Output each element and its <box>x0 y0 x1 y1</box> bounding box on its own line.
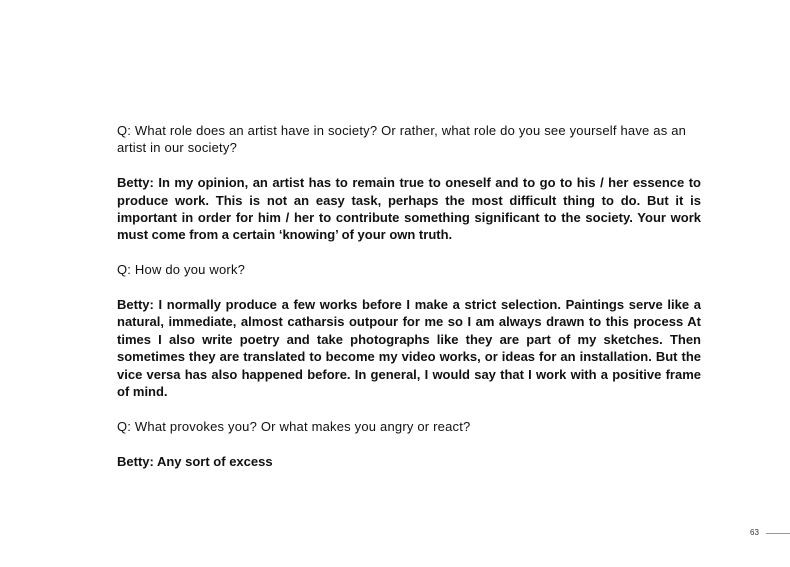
question-1: Q: What role does an artist have in society? Or rather, what role do you see yourself have as an artist in our society? <box>117 123 687 156</box>
page-number-rule <box>766 533 790 534</box>
paragraph-gap <box>117 157 701 174</box>
paragraph-gap <box>117 400 701 417</box>
answer-1: Betty: In my opinion, an artist has to remain true to oneself and to go to his / her essence to produce work. This is not an easy task, perhaps the most difficult thing to do. But it is important in order for him / her to contribute something significant to the society. Your work must come from a certain ‘knowing’ of your own truth. <box>117 175 701 243</box>
page-number: 63 <box>750 528 759 537</box>
answer-2: Betty: I normally produce a few works before I make a strict selection. Paintings serve like a natural, immediate, almost catharsis outpour for me so I am always drawn to this process At times I also write poetry and take photographs like they are part of my sketches. Then sometimes they are translated to become my video works, or ideas for an installation. But the vice versa has also happened before. In general, I would say that I work with a positive frame of mind. <box>117 297 701 400</box>
question-2: Q: How do you work? <box>117 262 246 278</box>
interview-text <box>117 122 701 470</box>
paragraph-gap <box>117 279 701 296</box>
paragraph-gap <box>117 244 701 261</box>
paragraph-gap <box>117 435 701 452</box>
question-3: Q: What provokes you? Or what makes you angry or react? <box>117 418 471 434</box>
answer-3: Betty: Any sort of excess <box>117 453 273 469</box>
